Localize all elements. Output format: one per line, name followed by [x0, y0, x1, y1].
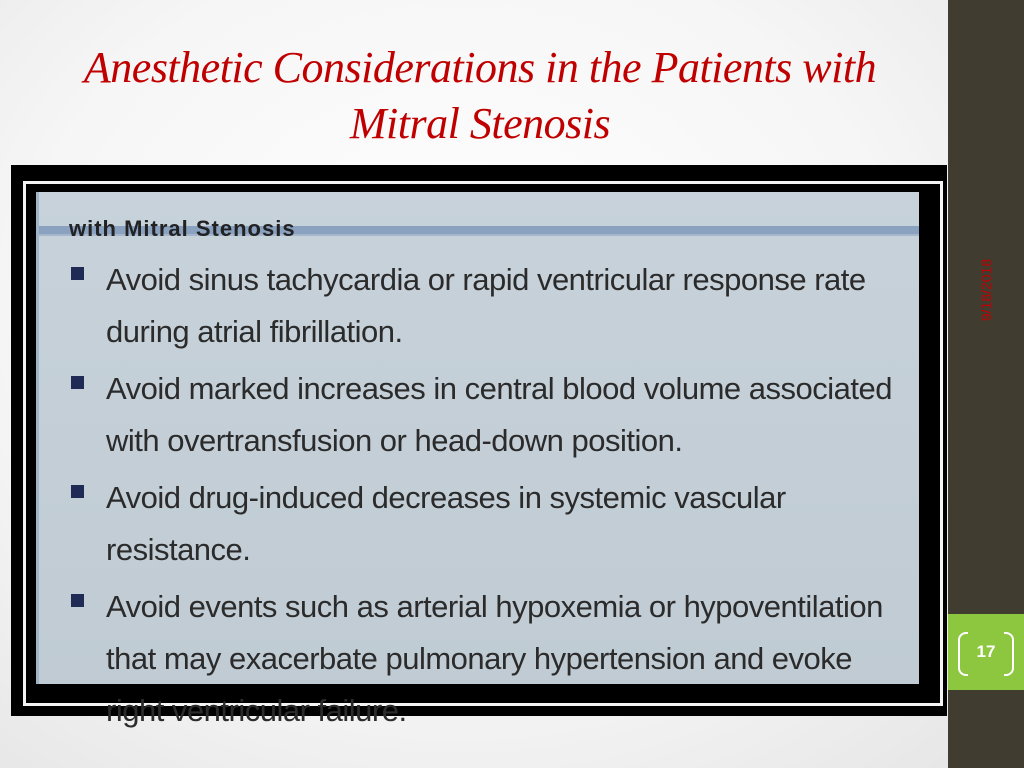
- slide-title: Anesthetic Considerations in the Patients with Mitral Stenosis: [83, 43, 877, 148]
- list-item: [69, 472, 909, 576]
- page-number: 17: [976, 642, 996, 661]
- figure-heading-bar: [39, 216, 919, 241]
- square-bullet-icon: [71, 376, 84, 389]
- bullet-list: [69, 254, 909, 742]
- square-bullet-icon: [71, 485, 84, 498]
- bullet-text: Avoid drug-induced decreases in systemic vascular resistance.: [106, 480, 786, 567]
- slide-date: 9/18/2018: [978, 258, 994, 322]
- figure-border: [23, 181, 943, 728]
- square-bullet-icon: [71, 594, 84, 607]
- bullet-text: Avoid events such as arterial hypoxemia or hypoventilation that may exacerbate pulmonary hypertension and evoke right ventricular failure.: [106, 589, 883, 728]
- bullet-text: Avoid marked increases in central blood volume associated with overtransfusion or head-down position.: [106, 371, 892, 458]
- list-item: [69, 363, 909, 467]
- figure-heading-fragment: with Mitral Stenosis: [69, 216, 296, 241]
- square-bullet-icon: [71, 267, 84, 280]
- figure-panel: [36, 192, 919, 728]
- figure-image: [11, 165, 947, 728]
- list-item: [69, 581, 909, 737]
- list-item: [69, 254, 909, 358]
- bullet-text: Avoid sinus tachycardia or rapid ventricular response rate during atrial fibrillation.: [106, 262, 866, 349]
